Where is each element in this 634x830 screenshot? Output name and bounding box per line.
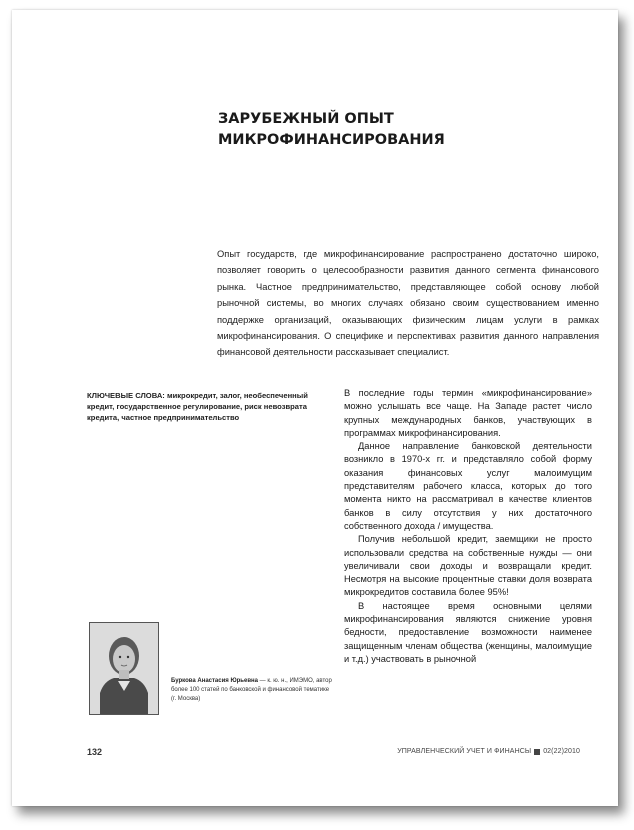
article-title-line-1: ЗАРУБЕЖНЫЙ ОПЫТ [218, 111, 394, 127]
article-title-line-2: МИКРОФИНАНСИРОВАНИЯ [218, 132, 445, 148]
body-paragraph: В последние годы термин «микрофинансирование» можно услышать все чаще. На Западе растет число крупных международных банков, участвующих в программах микрофинансирования. [344, 388, 592, 438]
author-portrait-icon [90, 623, 158, 714]
article-lead: Опыт государств, где микрофинансирование распространено достаточно широко, позволяет говорить о целесообразности развития данного сегмента финансового рынка. Частное предпринимательство, представляющее собой основу любой рыночной системы, во многих случаях обязано своим существованием именно поддержке организаций, оказывающих физическим лицам услуги в рамках микрофинансирования. О специфике и перспективах развития данного направления финансовой деятельности рассказывает специалист. [217, 249, 599, 358]
article-title [218, 109, 548, 151]
keywords-label: КЛЮЧЕВЫЕ СЛОВА: [87, 391, 165, 400]
article-body [344, 387, 592, 666]
square-separator-icon [534, 749, 540, 755]
body-paragraph: Получив небольшой кредит, заемщики не просто использовали средства на собственные нужды — они увеличивали свои доходы и возвращали кредит. Несмотря на высокие процентные ставки доля возврата микрокредитов составила более 95%! [344, 534, 592, 598]
body-paragraph: Данное направление банковской деятельности возникло в 1970-х гг. и представляло собой форму оказания финансовых услуг малоимущим представителям рабочего класса, которых до того момента никто на рассматривал в качестве клиентов банков в силу отсутствия у них достаточного собственного дохода / имущества. [344, 441, 592, 531]
author-info [171, 677, 333, 703]
author-credentials: — к. ю. н., ИМЭМО, автор более 100 статей по банковской и финансовой тематике (г. Москва) [171, 678, 332, 702]
page-sheet [12, 10, 618, 806]
body-paragraph: В настоящее время основными целями микрофинансирования являются снижение уровня бедности, предоставление возможности наименее защищенным членам общества (женщины, малоимущие и т.д.) участвовать в рыночной [344, 600, 592, 664]
keywords-list: микрокредит, залог, необеспеченный кредит, государственное регулирование, риск невозврата кредита, частное предпринимательство [87, 391, 308, 422]
author-photo [89, 622, 159, 715]
page-number: 132 [87, 747, 103, 757]
journal-issue: 02(22)2010 [543, 748, 580, 755]
keywords-block [87, 390, 327, 423]
author-name: Буркова Анастасия Юрьевна [171, 678, 258, 684]
journal-name: УПРАВЛЕНЧЕСКИЙ УЧЕТ И ФИНАНСЫ [397, 748, 532, 755]
journal-footer [397, 748, 580, 755]
